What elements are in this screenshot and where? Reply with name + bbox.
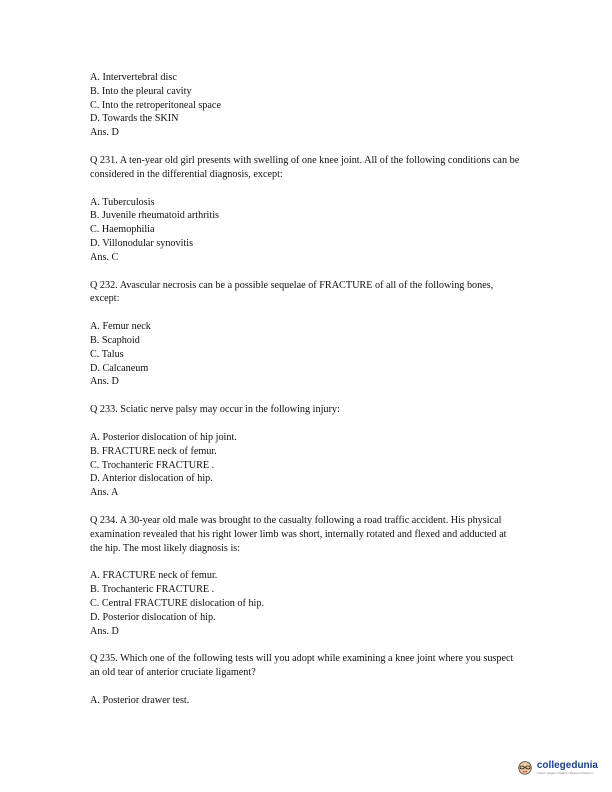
- option: D. Posterior dislocation of hip.: [90, 611, 216, 623]
- question-block: [90, 403, 520, 500]
- answer: Ans. A: [90, 487, 119, 499]
- option: B. Scaphoid: [90, 334, 140, 346]
- option: A. Intervertebral disc: [90, 72, 177, 83]
- option: B. Juvenile rheumatoid arthritis: [90, 210, 220, 222]
- option: B. Trochanteric FRACTURE .: [90, 584, 215, 596]
- option: A. FRACTURE neck of femur.: [90, 570, 218, 582]
- collegedunia-logo[interactable]: [516, 758, 598, 776]
- logo-tagline: India's largest Student Review Platform: [536, 770, 594, 775]
- answer: Ans. D: [90, 625, 119, 637]
- question-block: [90, 652, 520, 707]
- logo-text: collegedunia: [536, 759, 598, 771]
- answer: Ans. D: [90, 127, 119, 139]
- student-mascot-icon: [516, 758, 534, 776]
- option: A. Posterior drawer test.: [90, 694, 190, 706]
- answer: Ans. C: [90, 251, 119, 263]
- option: D. Villonodular synovitis: [90, 237, 194, 249]
- option: A. Femur neck: [90, 321, 151, 333]
- question-text: Q 235. Which one of the following tests will you adopt while examining a knee joint where you suspect an old tear of anterior cruciate ligament?: [90, 653, 514, 679]
- option: C. Central FRACTURE dislocation of hip.: [90, 597, 265, 609]
- option: C. Trochanteric FRACTURE .: [90, 459, 215, 471]
- option: D. Towards the SKIN: [90, 113, 179, 125]
- option: A. Posterior dislocation of hip joint.: [90, 431, 237, 443]
- option: B. FRACTURE neck of femur.: [90, 445, 217, 457]
- question-block: [90, 154, 520, 265]
- option: B. Into the pleural cavity: [90, 85, 192, 97]
- question-block: [90, 514, 520, 638]
- option: C. Haemophilia: [90, 224, 155, 236]
- option: C. Into the retroperitoneal space: [90, 99, 221, 111]
- answer: Ans. D: [90, 376, 119, 388]
- option: C. Talus: [90, 348, 124, 360]
- question-text: Q 233. Sciatic nerve palsy may occur in the following injury:: [90, 404, 340, 416]
- question-text: Q 231. A ten-year old girl presents with swelling of one knee joint. All of the following conditions can be considered in the differential diagnosis, except:: [90, 154, 520, 180]
- option: A. Tuberculosis: [90, 196, 155, 208]
- question-text: Q 234. A 30-year old male was brought to the casualty following a road traffic accident. His physical examination revealed that his right lower limb was short, internally rotated and flexed and adducted at the hip. The most likely diagnosis is:: [90, 514, 507, 554]
- option: D. Calcaneum: [90, 362, 149, 374]
- question-block: [90, 279, 520, 390]
- question-text: Q 232. Avascular necrosis can be a possible sequelae of FRACTURE of all of the following bones, except:: [90, 279, 494, 305]
- option: D. Anterior dislocation of hip.: [90, 473, 213, 485]
- document-body: [90, 71, 520, 708]
- question-block: [90, 71, 520, 140]
